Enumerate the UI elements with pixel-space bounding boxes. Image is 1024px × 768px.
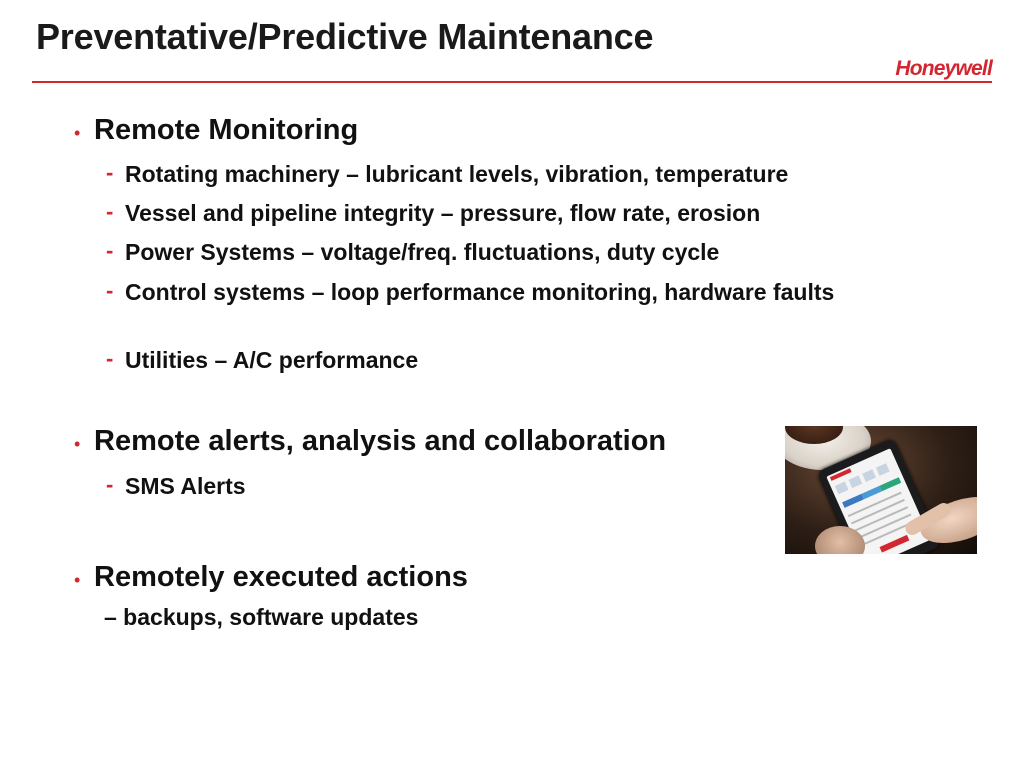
sub-item-control-systems	[106, 278, 926, 306]
tablet-photo	[785, 426, 977, 554]
dash-icon: -	[106, 160, 114, 185]
screen-alert-bar	[880, 535, 910, 553]
sub-item-text: SMS Alerts	[125, 473, 246, 499]
screen-tile	[876, 463, 890, 476]
screen-bar-blue	[842, 494, 863, 508]
dash-icon: -	[106, 472, 114, 497]
slide-title: Preventative/Predictive Maintenance	[36, 16, 654, 57]
sub-item-utilities	[106, 346, 946, 374]
dash-icon: -	[106, 346, 114, 371]
bullet-icon: •	[74, 570, 81, 590]
sub-item-text: Power Systems – voltage/freq. fluctuations, duty cycle	[125, 239, 720, 265]
sub-item-text: Control systems – loop performance monitoring, hardware faults	[125, 279, 835, 305]
screen-bar-lightblue	[861, 486, 882, 500]
sub-item-text: Utilities – A/C performance	[125, 347, 419, 373]
sub-item-text: Vessel and pipeline integrity – pressure, flow rate, erosion	[125, 200, 761, 226]
dash-icon: -	[106, 278, 114, 303]
bullet-remote-alerts	[74, 425, 666, 458]
title-divider	[32, 81, 992, 83]
screen-tile	[862, 469, 876, 482]
sub-item-vessel-pipeline	[106, 199, 946, 227]
screen-bar-green	[880, 477, 901, 491]
bullet-heading: Remote alerts, analysis and collaboration	[94, 425, 667, 457]
dash-icon: -	[106, 199, 114, 224]
honeywell-logo: Honeywell	[895, 57, 992, 80]
dash-icon: -	[106, 238, 114, 263]
remote-actions-detail: – backups, software updates	[104, 604, 419, 630]
bullet-icon: •	[74, 123, 81, 143]
bullet-icon: •	[74, 434, 81, 454]
bullet-remote-actions	[74, 561, 468, 594]
sub-item-text: Rotating machinery – lubricant levels, vibration, temperature	[125, 161, 789, 187]
bullet-heading: Remote Monitoring	[94, 114, 359, 146]
sub-item-power-systems	[106, 238, 946, 266]
bullet-remote-monitoring	[74, 114, 358, 147]
sub-item-rotating-machinery	[106, 160, 946, 188]
bullet-heading: Remotely executed actions	[94, 561, 468, 593]
screen-tile	[835, 482, 849, 495]
coffee-icon	[785, 426, 843, 444]
screen-tile	[849, 475, 863, 488]
